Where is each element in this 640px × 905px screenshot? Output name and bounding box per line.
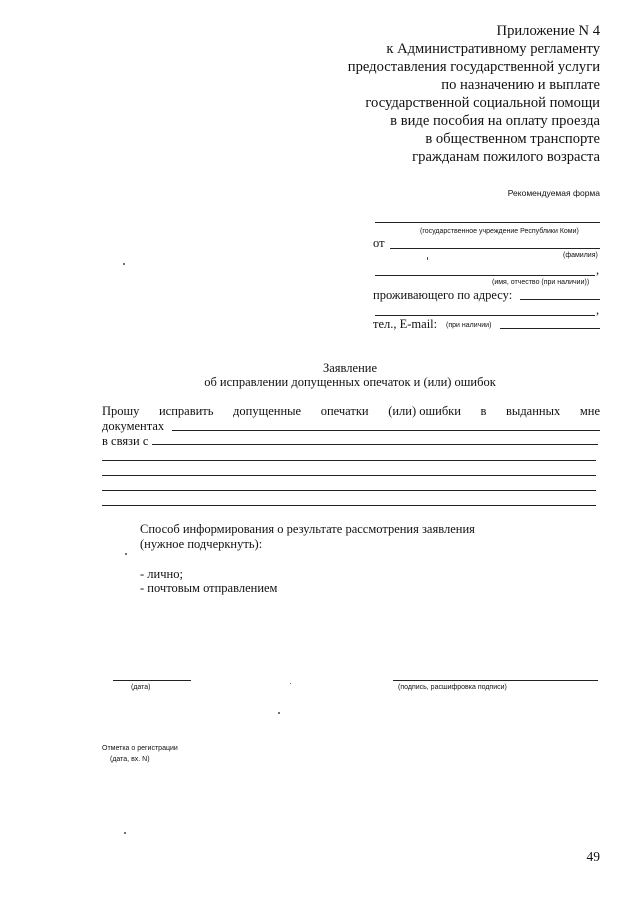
page-number: 49 — [586, 849, 600, 864]
request-word: Прошу — [102, 404, 140, 418]
appendix-line: по назначению и выплате — [441, 77, 600, 93]
request-word: исправить — [158, 404, 214, 418]
reason-line[interactable] — [102, 460, 596, 461]
from-label: от — [373, 236, 385, 250]
signature-line[interactable] — [393, 680, 598, 681]
scan-speck — [290, 683, 291, 684]
appendix-line: государственной социальной помощи — [365, 95, 600, 111]
option-personal[interactable]: - лично; — [140, 567, 183, 581]
reason-line[interactable] — [102, 490, 596, 491]
request-word: мне — [579, 404, 600, 418]
reason-label: в связи с — [102, 434, 149, 448]
scan-speck — [125, 553, 127, 555]
comma: , — [596, 263, 600, 277]
notification-text: Способ информирования о результате рассмотрения заявления — [140, 522, 475, 536]
documents-label: документах — [102, 419, 165, 433]
request-word: выданных — [506, 404, 561, 418]
surname-line[interactable] — [390, 248, 600, 249]
notification-hint: (нужное подчеркнуть): — [140, 537, 263, 551]
appendix-header — [280, 22, 600, 166]
name-caption: (имя, отчество (при наличии)) — [492, 279, 590, 286]
appendix-line: в виде пособия на оплату проезда — [390, 113, 600, 129]
request-word: (или) ошибки — [388, 404, 461, 418]
registration-details: (дата, вх. N) — [110, 756, 150, 763]
documents-line[interactable] — [172, 430, 600, 431]
reason-line[interactable] — [102, 475, 596, 476]
reason-line[interactable] — [102, 505, 596, 506]
address-line-1[interactable] — [520, 299, 600, 300]
request-word: опечатки — [320, 404, 369, 418]
institution-line[interactable] — [375, 222, 600, 223]
date-caption: (дата) — [131, 684, 151, 691]
scan-speck — [278, 712, 280, 714]
appendix-line: гражданам пожилого возраста — [412, 149, 600, 165]
surname-caption: (фамилия) — [563, 252, 598, 259]
appendix-line: Приложение N 4 — [496, 23, 600, 39]
registration-mark: Отметка о регистрации — [102, 745, 178, 752]
appendix-line: в общественном транспорте — [425, 131, 600, 147]
signature-caption: (подпись, расшифровка подписи) — [398, 684, 507, 691]
comma: , — [596, 303, 600, 317]
contact-caption: (при наличии) — [446, 322, 492, 329]
scan-speck — [427, 257, 428, 260]
contact-line[interactable] — [500, 328, 600, 329]
institution-caption: (государственное учреждение Республики Коми) — [420, 228, 579, 235]
document-title: Заявление — [322, 361, 377, 375]
name-line[interactable] — [375, 275, 595, 276]
request-line — [102, 404, 600, 419]
scan-speck — [123, 263, 125, 265]
request-word: допущенные — [233, 404, 302, 418]
scan-speck — [124, 832, 126, 834]
recommended-form-note: Рекомендуемая форма — [507, 188, 600, 198]
document-subtitle: об исправлении допущенных опечаток и (или) ошибок — [204, 375, 496, 389]
address-label: проживающего по адресу: — [373, 288, 513, 302]
request-word: в — [480, 404, 487, 418]
address-line-2[interactable] — [375, 315, 595, 316]
reason-line[interactable] — [152, 444, 598, 445]
date-line[interactable] — [113, 680, 191, 681]
appendix-line: к Административному регламенту — [386, 41, 600, 57]
contact-label: тел., E-mail: — [373, 317, 438, 331]
appendix-line: предоставления государственной услуги — [347, 59, 600, 75]
option-post[interactable]: - почтовым отправлением — [140, 581, 278, 595]
